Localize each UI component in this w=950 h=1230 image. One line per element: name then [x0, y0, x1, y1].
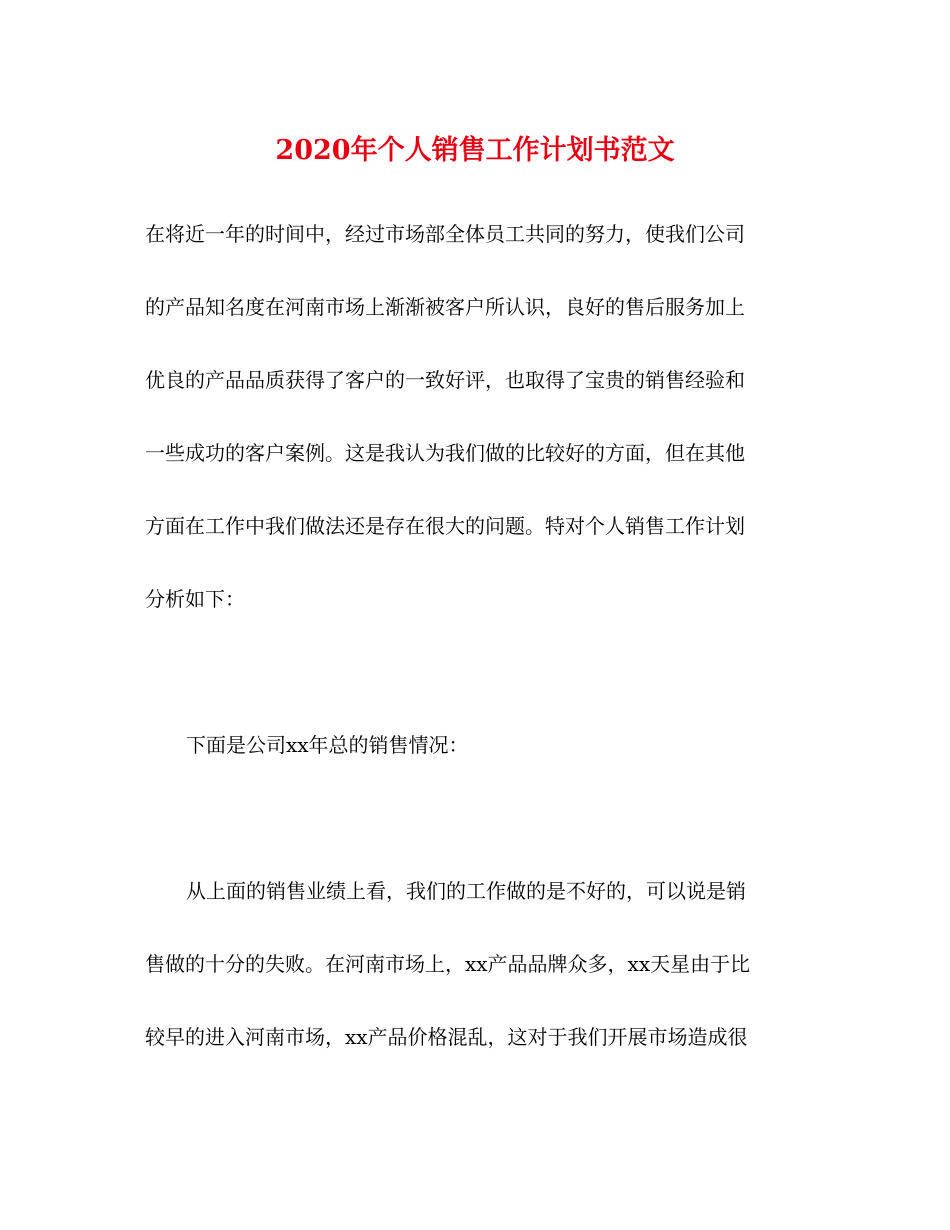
paragraph-1-line-1: 在将近一年的时间中，经过市场部全体员工共同的努力，使我们公司: [145, 222, 745, 246]
paragraph-3-line-1: 从上面的销售业绩上看，我们的工作做的是不好的，可以说是销: [186, 879, 746, 903]
paragraph-1-line-2: 的产品知名度在河南市场上渐渐被客户所认识，良好的售后服务加上: [145, 295, 745, 319]
paragraph-1-line-6: 分析如下：: [145, 587, 245, 611]
paragraph-3-line-2: 售做的十分的失败。在河南市场上，xx产品品牌众多，xx天星由于比: [145, 952, 751, 976]
paragraph-3-line-3: 较早的进入河南市场，xx产品价格混乱，这对于我们开展市场造成很: [145, 1025, 748, 1049]
document-title: 2020年个人销售工作计划书范文: [275, 135, 675, 166]
paragraph-1-line-3: 优良的产品品质获得了客户的一致好评，也取得了宝贵的销售经验和: [145, 368, 745, 392]
paragraph-1-line-4: 一些成功的客户案例。这是我认为我们做的比较好的方面，但在其他: [145, 441, 745, 465]
paragraph-1-line-5: 方面在工作中我们做法还是存在很大的问题。特对个人销售工作计划: [145, 514, 745, 538]
paragraph-2-line-1: 下面是公司xx年总的销售情况：: [186, 733, 469, 757]
